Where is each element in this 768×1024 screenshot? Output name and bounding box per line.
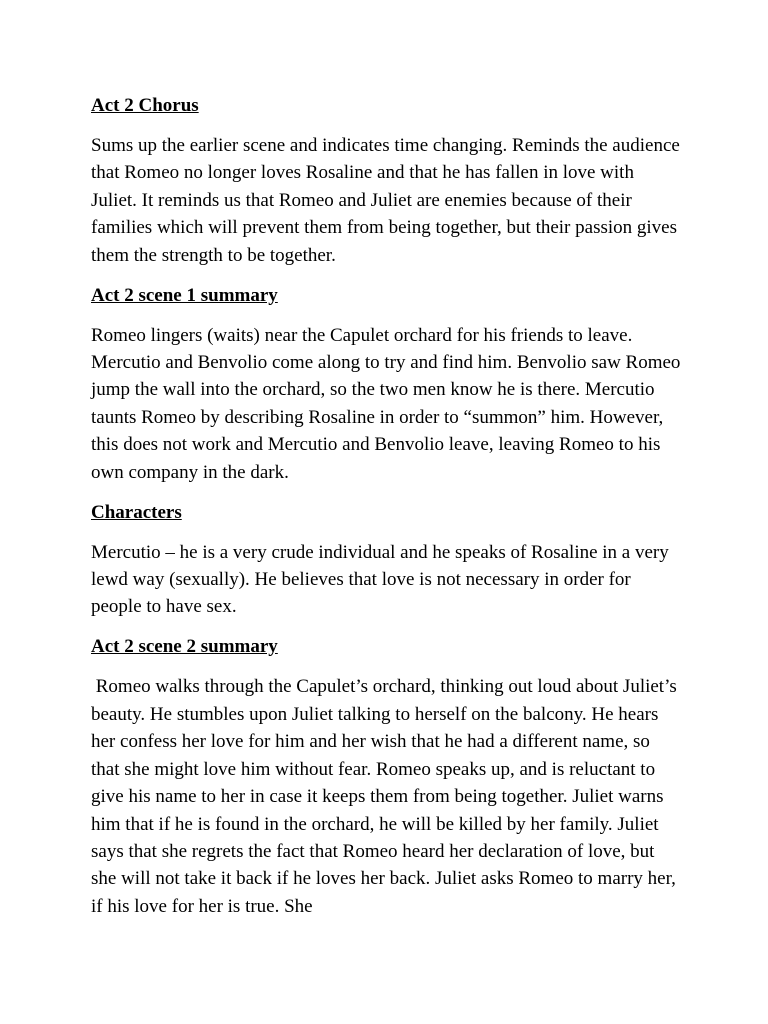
section-text-act2-scene2: Romeo walks through the Capulet’s orchard, thinking out loud about Juliet’s beauty. He stumbles upon Juliet talking to herself on the balcony. He hears her confess her love for him and her wish that he had a different name, so that she might love him without fear. Romeo speaks up, and is reluctant to give his name to her in case it keeps them from being together. Juliet warns him that if he is found in the orchard, he will be killed by her family. Juliet says that she regrets the fact that Romeo heard her declaration of love, but she will not take it back if he loves her back. Juliet asks Romeo to marry her, if his love for her is true. She <box>91 676 682 917</box>
section-text-act2-scene1: Romeo lingers (waits) near the Capulet orchard for his friends to leave. Mercutio and Benvolio come along to try and find him. Benvolio saw Romeo jump the wall into the orchard, so the two men know he is there. Mercutio taunts Romeo by describing Rosaline in order to “summon” him. However, this does not work and Mercutio and Benvolio leave, leaving Romeo to his own company in the dark. <box>91 324 681 483</box>
document-page <box>91 92 683 933</box>
section-heading-characters: Characters <box>91 501 182 523</box>
section-heading-act2-chorus: Act 2 Chorus <box>91 95 199 116</box>
section-text-characters: Mercutio – he is a very crude individual and he speaks of Rosaline in a very lewd way (sexually). He believes that love is not necessary in order for people to have sex. <box>91 541 669 618</box>
section-text-act2-chorus: Sums up the earlier scene and indicates time changing. Reminds the audience that Romeo no longer loves Rosaline and that he has fallen in love with Juliet. It reminds us that Romeo and Juliet are enemies because of their families which will prevent them from being together, but their passion gives them the strength to be together. <box>91 135 680 266</box>
section-heading-act2-scene1: Act 2 scene 1 summary <box>91 284 278 306</box>
section-heading-act2-scene2: Act 2 scene 2 summary <box>91 636 278 658</box>
